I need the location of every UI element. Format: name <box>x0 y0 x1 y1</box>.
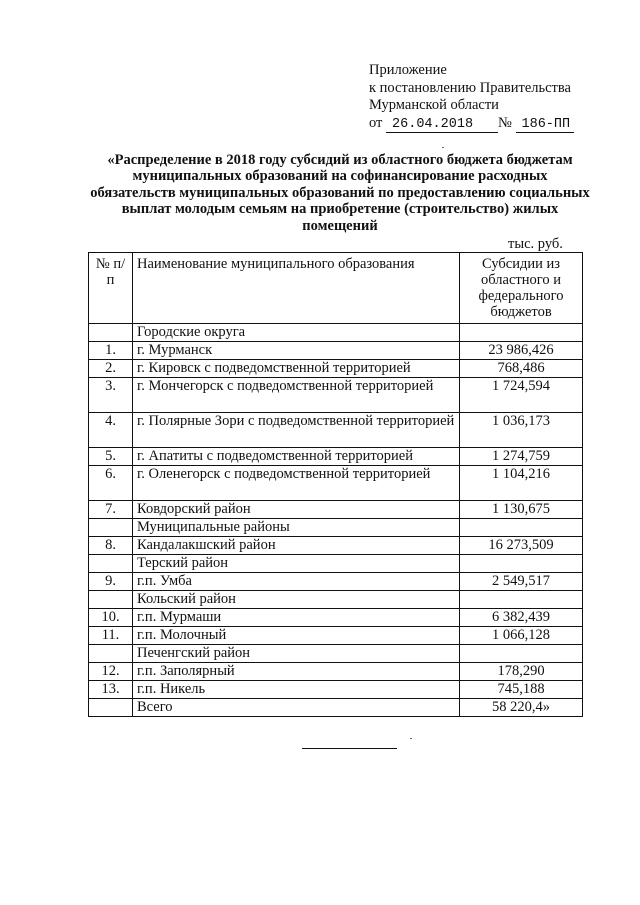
row-name: Кольский район <box>133 591 460 609</box>
scan-speck <box>410 738 412 739</box>
row-num: 3. <box>89 378 133 413</box>
row-num: 12. <box>89 663 133 681</box>
row-num: 11. <box>89 627 133 645</box>
row-value: 16 273,509 <box>460 537 583 555</box>
row-name: г. Полярные Зори с подведомственной территорией <box>133 413 460 448</box>
row-value: 1 066,128 <box>460 627 583 645</box>
appendix-title: Приложение <box>369 62 447 78</box>
row-value <box>460 324 583 342</box>
row-num <box>89 645 133 663</box>
row-name: г. Оленегорск с подведомственной территорией <box>133 466 460 501</box>
table-row-total <box>89 699 583 717</box>
scan-speck <box>442 147 444 148</box>
row-num: 8. <box>89 537 133 555</box>
date-prefix: от <box>369 114 383 131</box>
header-value: Субсидии из областного и федерального бюджетов <box>460 253 583 324</box>
number-prefix: № <box>498 114 512 131</box>
appendix-line-decree: к постановлению Правительства <box>369 79 571 96</box>
table-row <box>89 645 583 663</box>
row-value <box>460 519 583 537</box>
table-row <box>89 413 583 448</box>
row-num: 9. <box>89 573 133 591</box>
appendix-line-region: Мурманской области <box>369 97 499 113</box>
row-value: 23 986,426 <box>460 342 583 360</box>
row-num <box>89 591 133 609</box>
row-name: Печенгский район <box>133 645 460 663</box>
row-num <box>89 519 133 537</box>
row-value <box>460 555 583 573</box>
row-name: Кандалакшский район <box>133 537 460 555</box>
unit-label: тыс. руб. <box>508 236 563 252</box>
header-num: № п/п <box>89 253 133 324</box>
row-num: 13. <box>89 681 133 699</box>
row-value: 1 104,216 <box>460 466 583 501</box>
row-value: 745,188 <box>460 681 583 699</box>
row-name: г.п. Умба <box>133 573 460 591</box>
row-num: 10. <box>89 609 133 627</box>
table-row <box>89 537 583 555</box>
row-num <box>89 555 133 573</box>
subsidy-table <box>88 252 583 717</box>
document-title: «Распределение в 2018 году субсидий из областного бюджета бюджетам муниципальных образований на софинансирование расходных обязательств муниципальных образований по предоставлению социальных выплат молодым семьям на приобретение (строительство) жилых помещений <box>90 152 590 234</box>
row-name: Ковдорский район <box>133 501 460 519</box>
table-row <box>89 501 583 519</box>
row-name: Городские округа <box>133 324 460 342</box>
row-value: 1 036,173 <box>460 413 583 448</box>
table-row <box>89 519 583 537</box>
row-value <box>460 645 583 663</box>
decree-number: 186-ПП <box>516 117 574 133</box>
row-value: 2 549,517 <box>460 573 583 591</box>
table-row <box>89 360 583 378</box>
row-name: г.п. Мурмаши <box>133 609 460 627</box>
row-value: 178,290 <box>460 663 583 681</box>
table-row <box>89 609 583 627</box>
row-name: г.п. Заполярный <box>133 663 460 681</box>
table-row <box>89 627 583 645</box>
table-row <box>89 378 583 413</box>
row-num: 5. <box>89 448 133 466</box>
row-num: 2. <box>89 360 133 378</box>
row-name: г. Мончегорск с подведомственной территорией <box>133 378 460 413</box>
row-value <box>460 591 583 609</box>
table-row <box>89 681 583 699</box>
header-name: Наименование муниципального образования <box>133 253 460 324</box>
table-row <box>89 466 583 501</box>
row-name: г. Кировск с подведомственной территорией <box>133 360 460 378</box>
row-value: 58 220,4» <box>460 699 583 717</box>
closing-rule <box>302 748 397 749</box>
row-value: 1 724,594 <box>460 378 583 413</box>
row-value: 1 130,675 <box>460 501 583 519</box>
table-row <box>89 663 583 681</box>
row-num: 4. <box>89 413 133 448</box>
row-num: 7. <box>89 501 133 519</box>
table-row <box>89 448 583 466</box>
row-name: г. Мурманск <box>133 342 460 360</box>
row-name: г.п. Молочный <box>133 627 460 645</box>
row-name: Муниципальные районы <box>133 519 460 537</box>
table-row <box>89 555 583 573</box>
row-name: Всего <box>133 699 460 717</box>
row-value: 768,486 <box>460 360 583 378</box>
row-value: 1 274,759 <box>460 448 583 466</box>
decree-date: 26.04.2018 <box>386 117 498 133</box>
row-num: 6. <box>89 466 133 501</box>
table-header-row <box>89 253 583 324</box>
row-num: 1. <box>89 342 133 360</box>
table-row <box>89 324 583 342</box>
row-value: 6 382,439 <box>460 609 583 627</box>
row-num <box>89 324 133 342</box>
row-name: г. Апатиты с подведомственной территорией <box>133 448 460 466</box>
row-name: г.п. Никель <box>133 681 460 699</box>
table-row <box>89 573 583 591</box>
table-row <box>89 591 583 609</box>
table-row <box>89 342 583 360</box>
appendix-header <box>369 62 574 133</box>
appendix-date-line <box>369 115 574 133</box>
row-name: Терский район <box>133 555 460 573</box>
row-num <box>89 699 133 717</box>
